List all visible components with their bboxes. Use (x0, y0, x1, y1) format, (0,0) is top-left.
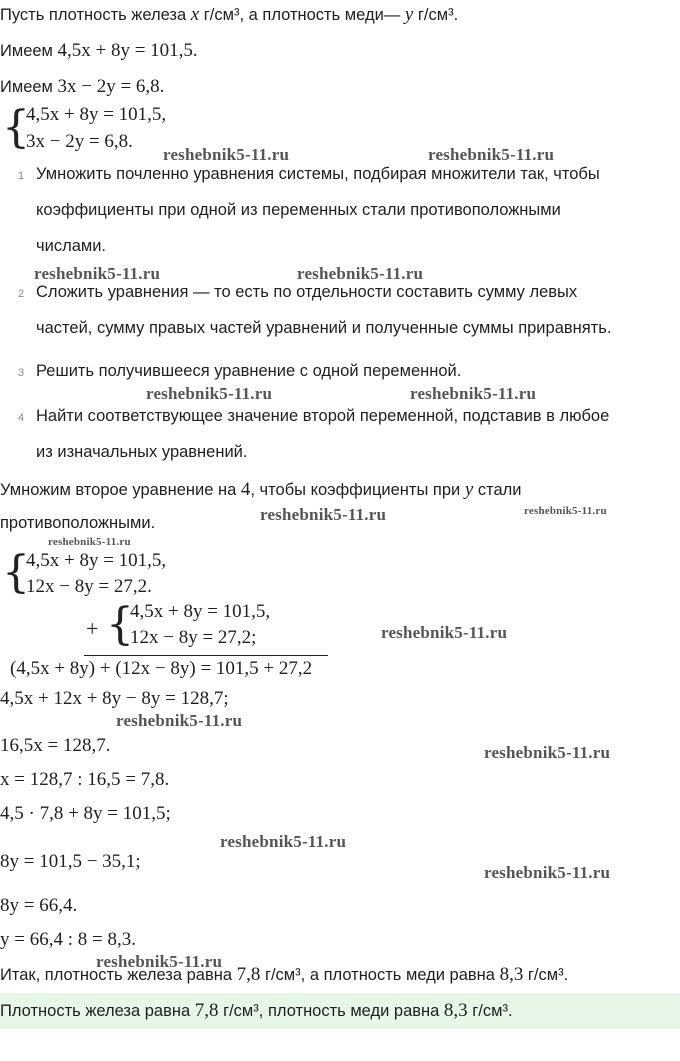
watermark: reshebnik5-11.ru (48, 536, 131, 548)
system1-line1: 4,5x + 8y = 101,5, (26, 104, 167, 125)
var-y: y (464, 479, 474, 500)
multiply-text-b: , чтобы коэффициенты при (250, 481, 465, 499)
step-1-line-3: числами. (36, 237, 107, 255)
final-text-b: г/см³, а плотность меди равна (260, 966, 500, 984)
equation-step-5: 8y = 101,5 − 35,1; (0, 851, 141, 872)
equation-step-2: 16,5x = 128,7. (0, 735, 111, 756)
watermark: reshebnik5-11.ru (381, 623, 508, 642)
equation-step-3: x = 128,7 : 16,5 = 7,8. (0, 769, 170, 790)
watermark: reshebnik5-11.ru (96, 952, 223, 971)
system3-line1: 4,5x + 8y = 101,5, (130, 601, 271, 622)
equation-step-1: 4,5x + 12x + 8y − 8y = 128,7; (0, 688, 229, 709)
step-2-line-1: Сложить уравнения — то есть по отдельности составить сумму левых (36, 283, 578, 301)
have-label-1: Имеем (0, 42, 58, 60)
step-number: 3 (18, 367, 25, 379)
sum-rule (84, 655, 328, 656)
var-x: x (190, 4, 200, 25)
watermark: reshebnik5-11.ru (163, 145, 290, 164)
final-text-c: г/см³. (523, 966, 569, 984)
step-1-line-1: Умножить почленно уравнения системы, подбирая множители так, чтобы (36, 165, 600, 183)
answer-text (0, 1000, 513, 1022)
sum-equation: (4,5x + 8y) + (12x − 8y) = 101,5 + 27,2 (10, 658, 313, 679)
system-brace-3: { (106, 599, 134, 650)
watermark: reshebnik5-11.ru (146, 384, 273, 403)
answer-text-c: г/см³. (467, 1002, 513, 1020)
step-number: 4 (18, 412, 25, 424)
watermark: reshebnik5-11.ru (484, 863, 611, 882)
final-text-a: Итак, плотность железа равна (0, 966, 237, 984)
step-4-line-2: из изначальных уравнений. (36, 443, 248, 461)
system2-line2: 12x − 8y = 27,2. (26, 576, 152, 597)
step-4-line-1: Найти соответствующее значение второй переменной, подставив в любое (36, 407, 610, 425)
system1-line2: 3x − 2y = 6,8. (26, 131, 133, 152)
answer-text-a: Плотность железа равна (0, 1002, 195, 1020)
system3-line2: 12x − 8y = 27,2; (130, 627, 257, 648)
iron-density: 7,8 (236, 964, 261, 985)
equation-step-6: 8y = 66,4. (0, 895, 78, 916)
step-2-line-2: частей, сумму правых частей уравнений и полученные суммы приравнять. (36, 319, 612, 337)
watermark: reshebnik5-11.ru (484, 743, 611, 762)
copper-density: 8,3 (499, 964, 524, 985)
multiply-note (0, 479, 522, 501)
have-eq-2: 3x − 2y = 6,8. (57, 76, 165, 97)
watermark: reshebnik5-11.ru (34, 264, 161, 283)
watermark: reshebnik5-11.ru (260, 505, 387, 524)
watermark: reshebnik5-11.ru (116, 711, 243, 730)
step-number: 1 (18, 170, 25, 182)
answer-iron-density: 7,8 (194, 1000, 219, 1021)
step-1-line-2: коэффициенты при одной из переменных стали противоположными (36, 201, 561, 219)
intro-text-c: г/см³. (413, 6, 459, 24)
plus-sign: + (86, 616, 99, 641)
have-label-2: Имеем (0, 78, 58, 96)
watermark: reshebnik5-11.ru (524, 505, 607, 517)
have-equation-1 (0, 40, 198, 62)
have-eq-1: 4,5x + 8y = 101,5. (57, 40, 198, 61)
watermark: reshebnik5-11.ru (220, 832, 347, 851)
multiply-text-c: стали (473, 481, 522, 499)
system-brace-1: { (2, 102, 30, 153)
system-brace-2: { (2, 547, 30, 598)
equation-step-4: 4,5 · 7,8 + 8y = 101,5; (0, 803, 171, 824)
watermark: reshebnik5-11.ru (297, 264, 424, 283)
final-statement (0, 964, 568, 986)
have-equation-2 (0, 76, 164, 98)
intro-text-a: Пусть плотность железа (0, 6, 191, 24)
multiplier: 4 (240, 479, 251, 500)
watermark: reshebnik5-11.ru (410, 384, 537, 403)
intro-line (0, 4, 458, 26)
equation-step-7: y = 66,4 : 8 = 8,3. (0, 929, 136, 950)
multiply-text-a: Умножим второе уравнение на (0, 481, 241, 499)
step-number: 2 (18, 288, 25, 300)
intro-text-b: г/см³, а плотность меди— (199, 6, 405, 24)
watermark: reshebnik5-11.ru (428, 145, 555, 164)
step-3-line-1: Решить получившееся уравнение с одной переменной. (36, 362, 462, 380)
answer-text-b: г/см³, плотность меди равна (218, 1002, 444, 1020)
multiply-note-cont: противоположными. (0, 514, 156, 532)
var-y: y (404, 4, 414, 25)
answer-copper-density: 8,3 (443, 1000, 468, 1021)
system2-line1: 4,5x + 8y = 101,5, (26, 550, 167, 571)
